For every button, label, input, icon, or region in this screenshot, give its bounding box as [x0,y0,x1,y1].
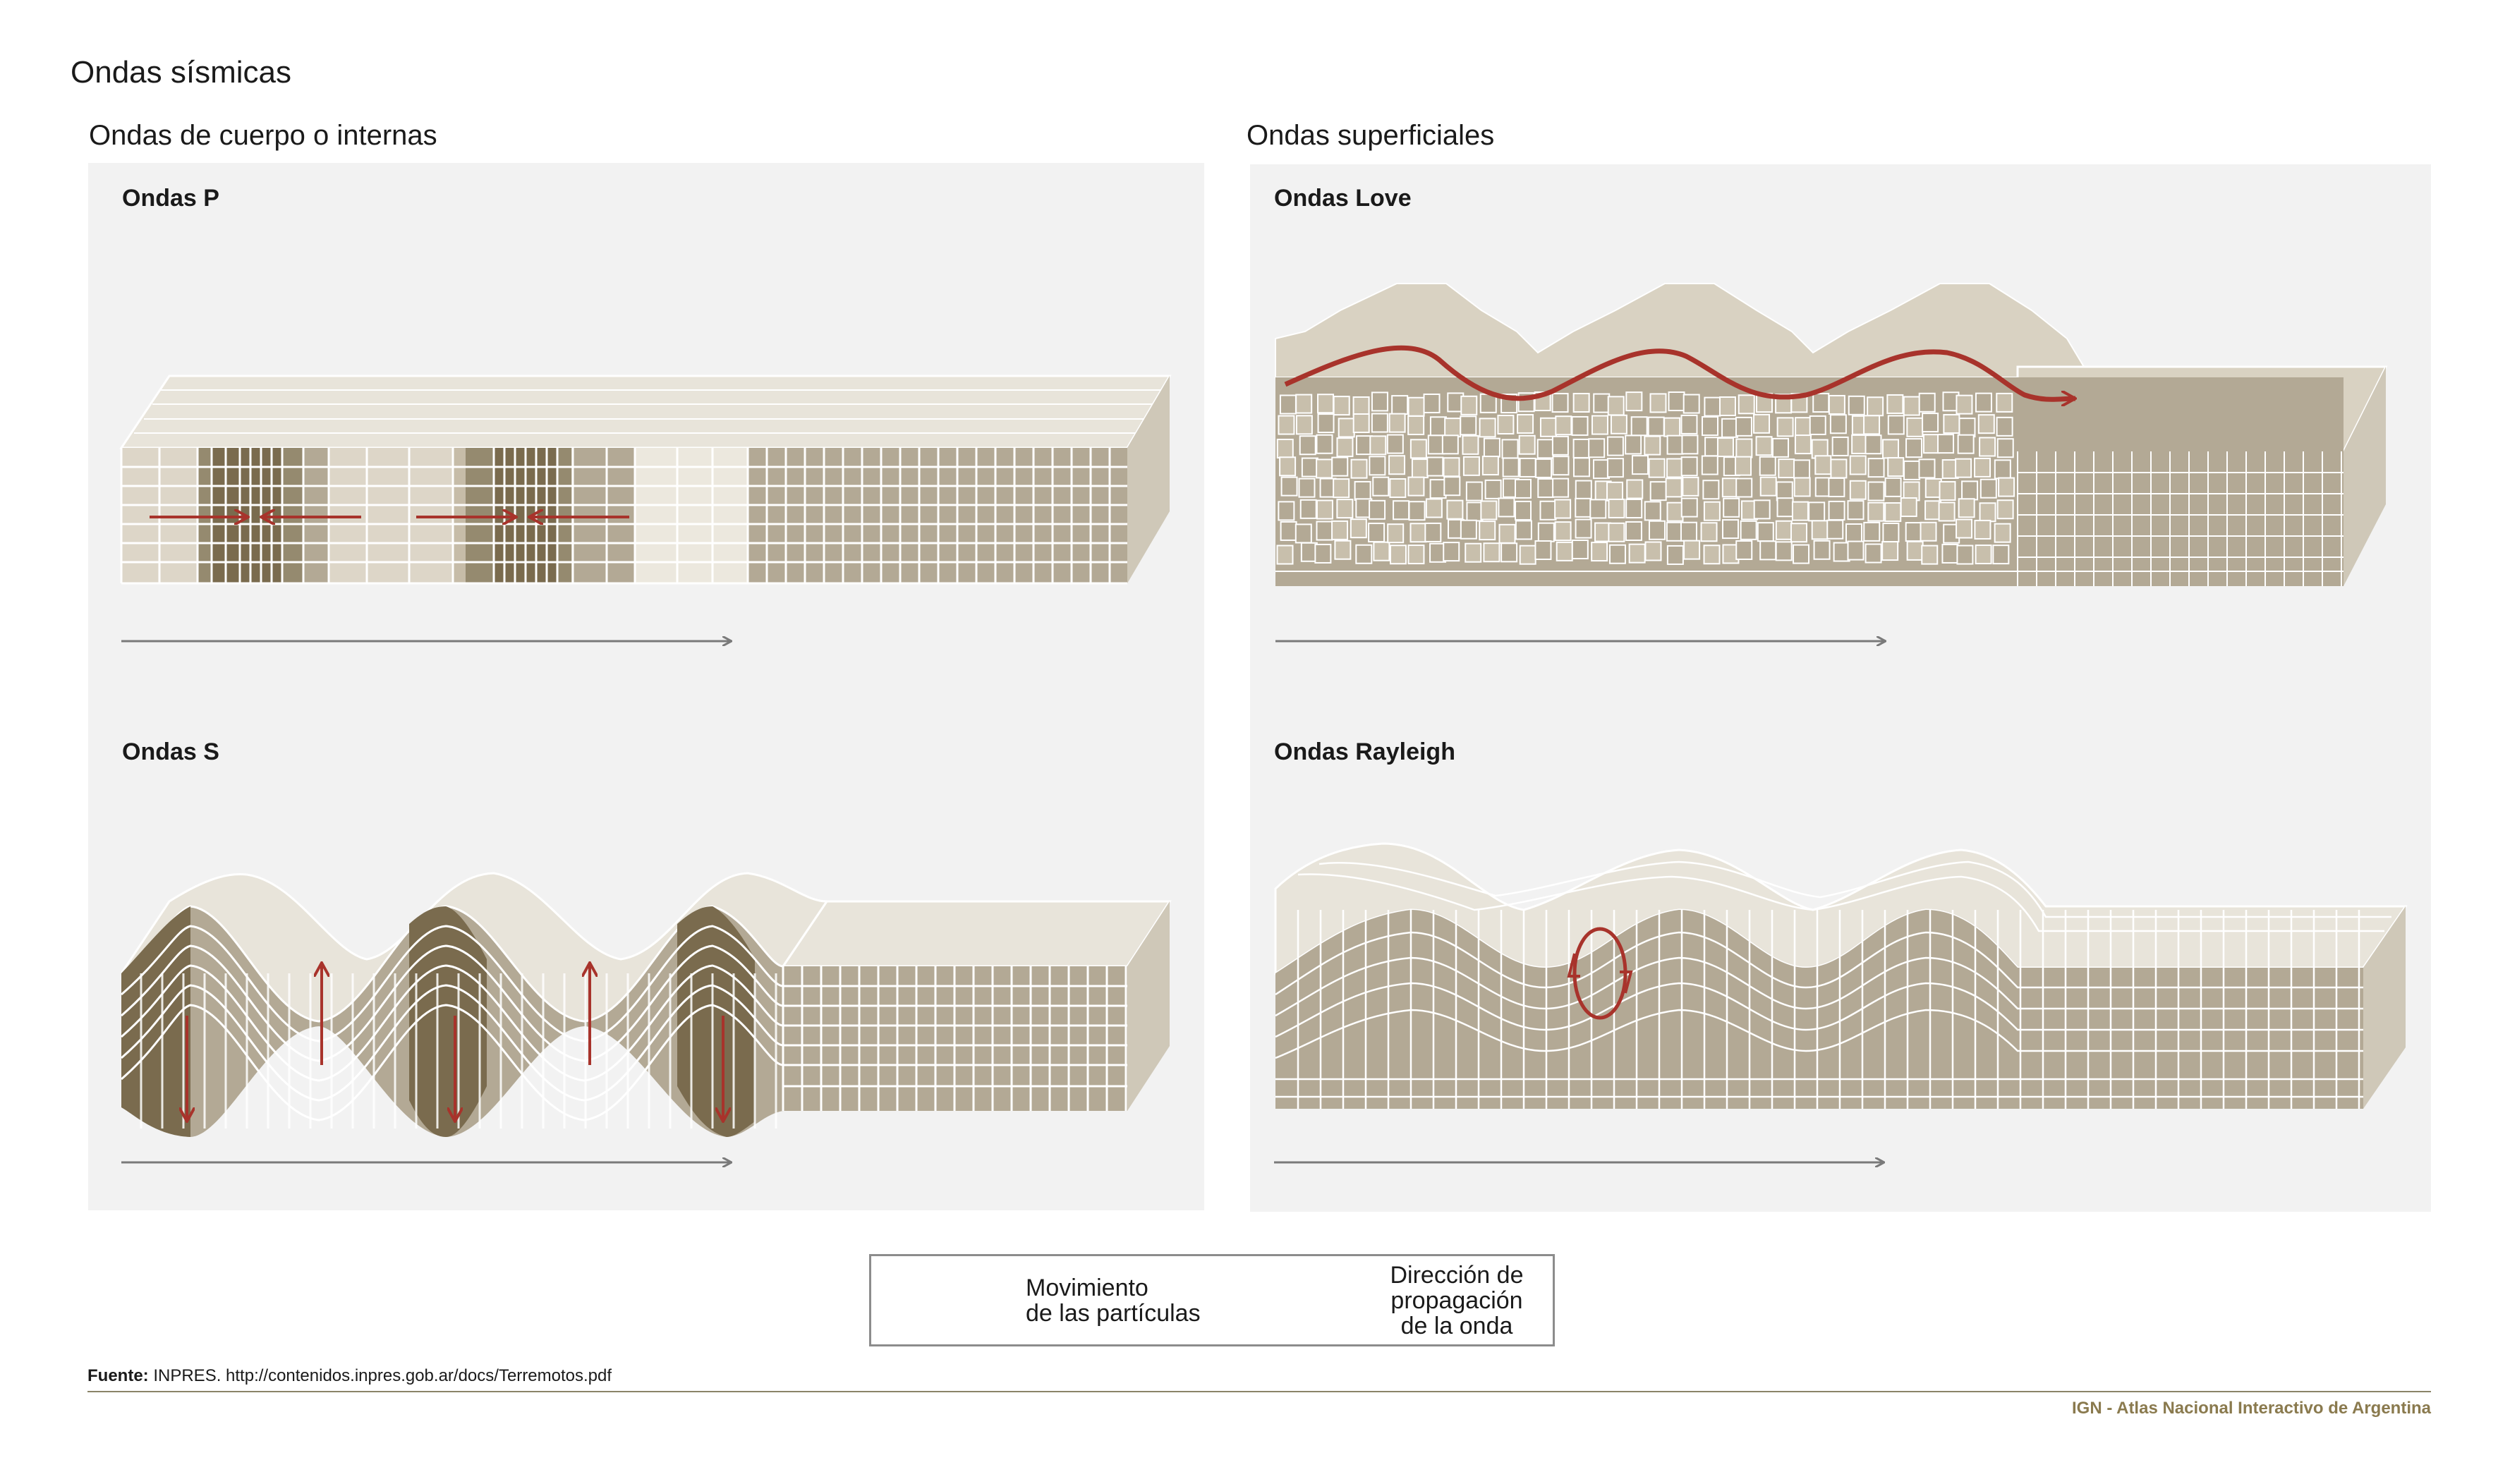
legend-propagation-line3: de la onda [1400,1313,1513,1339]
source-note [87,1366,612,1386]
p-wave-block [121,376,1170,583]
legend-particle-motion-line2: de las partículas [1026,1300,1201,1327]
label-ondas-s: Ondas S [122,738,219,765]
source-label: Fuente: [87,1366,149,1385]
section-title-body-waves: Ondas de cuerpo o internas [89,120,437,151]
legend-particle-motion-label [1026,1275,1201,1326]
love-wave-block [1275,284,2386,586]
legend-particle-motion-line1: Movimiento [1026,1275,1148,1301]
label-ondas-p: Ondas P [122,185,219,212]
page-title: Ondas sísmicas [71,55,291,90]
section-title-surface-waves: Ondas superficiales [1247,120,1495,151]
rayleigh-wave-block [1275,844,2406,1109]
legend-propagation-line1: Dirección de [1390,1262,1524,1289]
s-wave-block [121,873,1170,1137]
label-ondas-rayleigh: Ondas Rayleigh [1274,738,1455,765]
footer-credit: IGN - Atlas Nacional Interactivo de Argentina [2072,1399,2431,1418]
legend-propagation-label [1376,1263,1538,1339]
source-text: INPRES. http://contenidos.inpres.gob.ar/docs/Terremotos.pdf [148,1366,612,1385]
legend-propagation-line2: propagación [1390,1287,1523,1314]
footer-divider [87,1391,2431,1392]
label-ondas-love: Ondas Love [1274,185,1412,212]
